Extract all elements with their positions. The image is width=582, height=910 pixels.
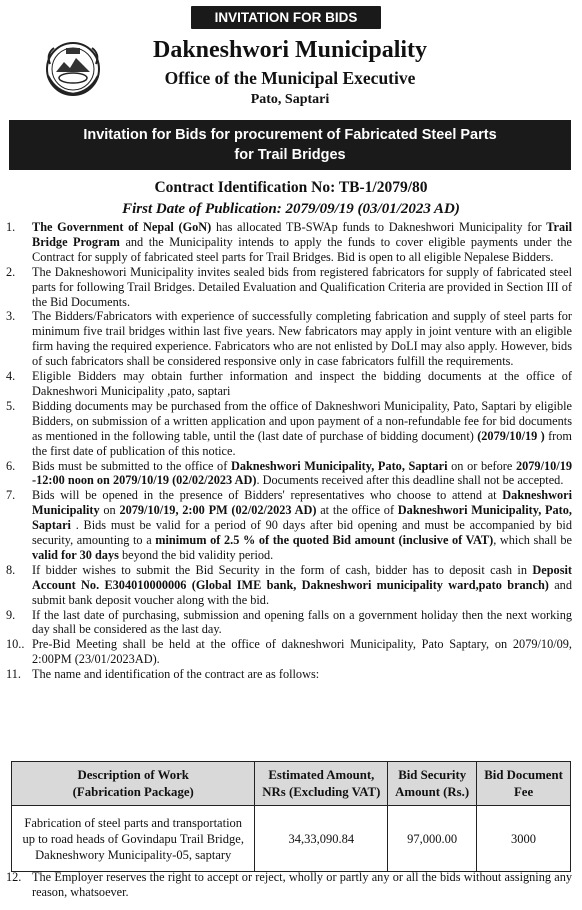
office-location: Pato, Saptari [250, 92, 330, 107]
item-number: 2. [6, 264, 16, 279]
item-number: 9. [6, 607, 16, 622]
notice-item-2 [6, 265, 572, 310]
item-text-bold: Dakneshwori Municipality, Pato, Saptari [230, 458, 448, 473]
notice-item-9 [6, 608, 572, 638]
cell-bid-security: 97,000.00 [388, 806, 477, 872]
notice-items [6, 220, 572, 682]
item-text-part: If the last date of purchasing, submission and opening falls on a government holiday then the next working day shall be considered as the last day. [32, 607, 572, 637]
item-text-bold: Dakneshwori Municipality [32, 488, 572, 518]
item-text: The Employer reserves the right to accept or reject, wholly or partly any or all the bids without assigning any reason, whatsoever. [32, 870, 572, 899]
item-text [32, 667, 572, 682]
item-text-bold: minimum of 2.5 % of the quoted Bid amount (inclusive of VAT) [155, 533, 494, 548]
item-text-part: from the first date of publication of this notice. [32, 428, 572, 458]
notice-item-4 [6, 369, 572, 399]
item-text-part: beyond the bid validity period. [118, 547, 274, 562]
item-text [32, 220, 572, 265]
item-text-part: If bidder wishes to submit the Bid Security in the form of cash, bidder has to deposit cash in [32, 562, 533, 577]
item-text-part: Bids must be submitted to the office of [32, 458, 231, 473]
notice-item-5 [6, 399, 572, 459]
item-text [32, 399, 572, 459]
notice-title-line1: Invitation for Bids for procurement of Fabricated Steel Parts [83, 127, 497, 143]
table-row [12, 806, 571, 872]
notice-title-line2: for Trail Bridges [234, 147, 346, 163]
item-text-part: on or before [447, 458, 516, 473]
notice-item-10 [6, 637, 572, 667]
item-text [32, 265, 572, 310]
notice-item-11 [6, 667, 572, 682]
table-header-row [12, 762, 571, 806]
item-number: 5. [6, 398, 16, 413]
item-number: 7. [6, 488, 16, 503]
notice-item-12 [6, 870, 572, 900]
item-text-part: has allocated TB-SWAp funds to Dakneshwori Municipality for [211, 220, 547, 234]
organization-header [110, 36, 470, 110]
item-text [32, 563, 572, 608]
item-text-part: The Dakneshowori Municipality invites sealed bids from registered fabricators for supply of fabricated steel parts for following Trail Bridges. Detailed Evaluation and Qualification Criteria are provided in Section III of the Bid Documents. [32, 264, 572, 309]
item-text-part: . Bids must be valid for a period of 90 days after bid opening and must be accompanied by bid security, amounting to a [32, 518, 572, 548]
item-number: 10.. [6, 637, 25, 652]
item-number: 3. [6, 309, 16, 324]
item-text-part: The Bidders/Fabricators with experience of successfully completing fabrication and supply of steel parts for minimum five trail bridges within last five years. New fabricators may apply in joint venture with an eligible firm having the required experience. Fabricators who are not enlisted by DoLI may also apply. However, bids of such fabricators shall be considered responsive only in case fabricators fulfill the requirements. [32, 309, 572, 369]
notice-item-8 [6, 563, 572, 608]
header-document-fee: Bid Document Fee [477, 762, 571, 806]
notice-item-3 [6, 309, 572, 369]
invitation-banner: INVITATION FOR BIDS [191, 6, 381, 29]
header-description: Description of Work (Fabrication Package) [12, 762, 255, 806]
item-text-bold: (2079/10/19 ) [477, 428, 545, 443]
contract-identification: Contract Identification No: TB-1/2079/80 [154, 179, 428, 196]
item-text [32, 637, 572, 667]
item-text-bold: 2079/10/19, 2:00 PM (02/02/2023 AD) [119, 503, 317, 518]
item-text-bold: 2079/10/19 -12:00 noon on 2079/10/19 (02/02/2023 AD) [32, 458, 573, 488]
item-text-part: Bidding documents may be purchased from the office of Dakneshwori Municipality, Pato, Saptari by eligible Bidders, on submission of a written application and upon payment of a non-refundable fee for bid documents as mentioned in the following table, until the (last date of purchase of bidding document) [32, 398, 572, 443]
item-text-part: on [99, 503, 120, 518]
item-text-part: Eligible Bidders may obtain further information and inspect the bidding documents at the office of Dakneshwori Municipality ,pato, saptari [32, 369, 572, 398]
item-text [32, 369, 572, 399]
item-text-part: . Documents received after this deadline shall not be accepted. [256, 473, 564, 488]
nepal-government-emblem-icon [42, 36, 104, 98]
item-text-part: The name and identification of the contract are as follows: [32, 667, 320, 682]
item-text-part: and the Municipality intends to apply the funds to cover eligible payments under the Contract for supply of fabricated steel parts for Trail Bridges. Bid is open to all eligible Nepalese Bidders. [32, 234, 573, 264]
notice-item-7 [6, 488, 572, 563]
cell-estimated-amount: 34,33,090.84 [255, 806, 388, 872]
item-text [32, 309, 572, 369]
item-text [32, 459, 572, 489]
item-number: 1. [6, 220, 16, 234]
item-text-part: Pre-Bid Meeting shall be held at the office of dakneshwori Municipality, Pato Saptary, on 2079/10/09, 2:00PM (23/01/2023AD). [32, 637, 572, 667]
cell-document-fee: 3000 [477, 806, 571, 872]
item-number: 6. [6, 458, 16, 473]
item-text-bold: Trail Bridge Program [32, 220, 572, 249]
item-number: 12. [6, 870, 22, 884]
item-number: 4. [6, 369, 16, 384]
header-estimated-amount: Estimated Amount, NRs (Excluding VAT) [255, 762, 388, 806]
office-name: Office of the Municipal Executive [164, 68, 416, 88]
cell-description: Fabrication of steel parts and transportation up to road heads of Govindapu Trail Bridge, Dakneshwory Municipality-05, saptary [12, 806, 255, 872]
item-text-bold: Dakneshwori Municipality, Pato, Saptari [32, 503, 572, 533]
header-bid-security: Bid Security Amount (Rs.) [388, 762, 477, 806]
item-text-part: at the office of [316, 503, 398, 518]
notice-item-1 [6, 220, 572, 265]
contract-table [11, 761, 571, 872]
item-number: 8. [6, 562, 16, 577]
item-text-part: and submit bank deposit voucher along with the bid. [32, 577, 572, 607]
item-text-bold: The Government of Nepal (GoN) [32, 220, 212, 234]
item-text [32, 488, 572, 563]
item-text-part: , which shall be [493, 533, 572, 548]
municipality-name: Dakneshwori Municipality [152, 37, 428, 63]
item-text [32, 608, 572, 638]
publication-date: First Date of Publication: 2079/09/19 (03/01/2023 AD) [122, 201, 460, 217]
item-text-bold: valid for 30 days [32, 547, 119, 562]
item-text-bold: Deposit Account No. E304010000006 (Global IME bank, Dakneshwori municipality ward,pato branch) [32, 562, 572, 592]
item-text-part: Bids will be opened in the presence of Bidders' representatives who choose to attend at [32, 488, 503, 503]
notice-item-6 [6, 459, 572, 489]
item-number: 11. [6, 667, 21, 682]
notice-title [9, 120, 571, 170]
